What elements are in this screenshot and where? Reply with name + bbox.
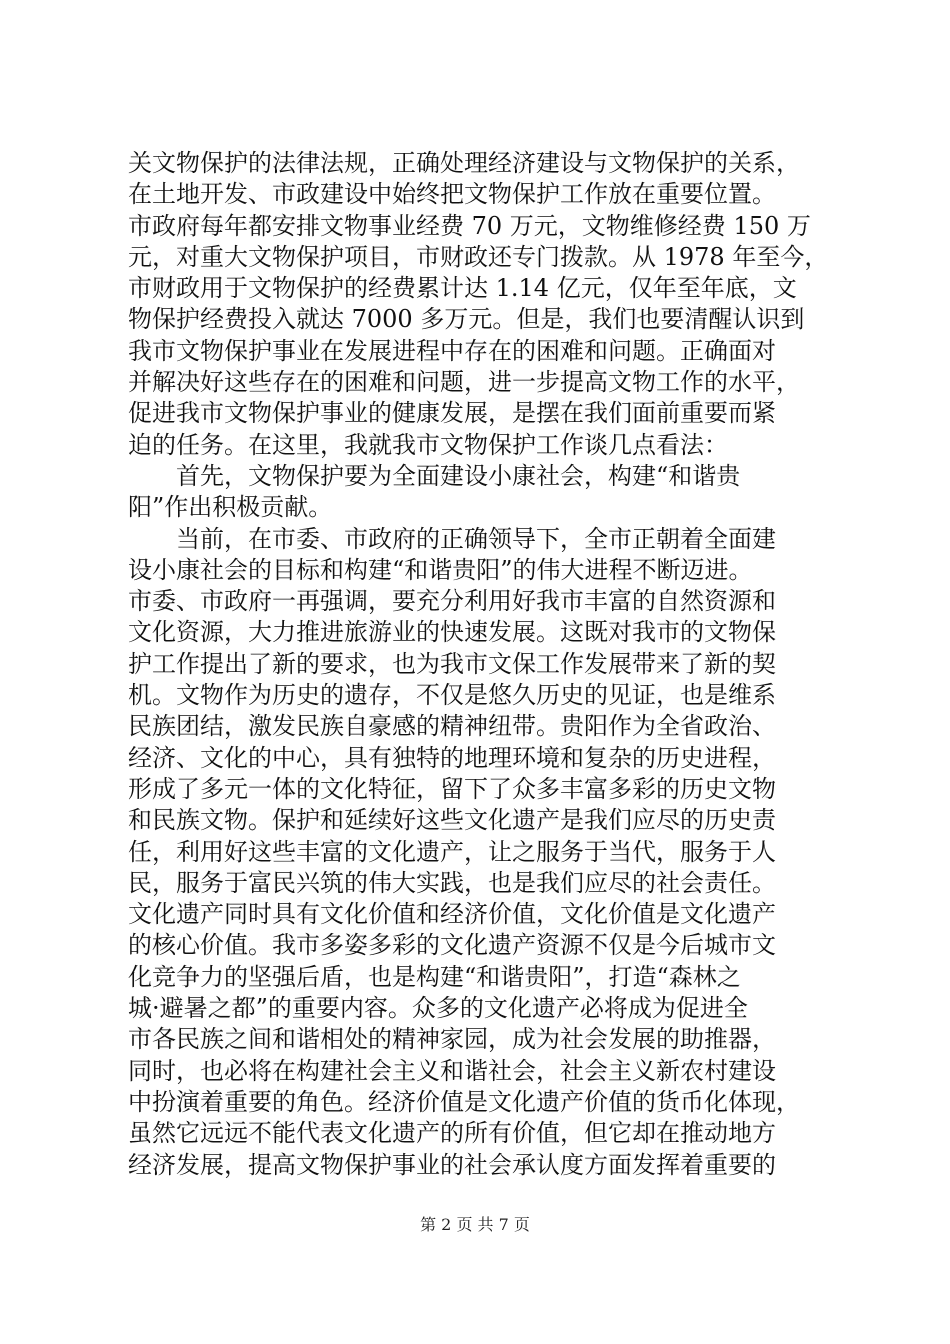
text-line: 经济发展，提高文物保护事业的社会承认度方面发挥着重要的 — [128, 1150, 776, 1179]
page-footer: 第 2 页 共 7 页 — [420, 1215, 530, 1234]
text-line: 文化资源，大力推进旅游业的快速发展。这既对我市的文物保 — [128, 618, 776, 647]
text-line: 民族团结，激发民族自豪感的精神纽带。贵阳作为全省政治、 — [128, 712, 776, 741]
text-line: 护工作提出了新的要求，也为我市文保工作发展带来了新的契 — [128, 649, 776, 678]
text-line: 当前，在市委、市政府的正确领导下，全市正朝着全面建 — [128, 524, 776, 553]
text-line: 在土地开发、市政建设中始终把文物保护工作放在重要位置。 — [128, 180, 776, 209]
text-line: 市各民族之间和谐相处的精神家园，成为社会发展的助推器， — [128, 1025, 776, 1054]
text-line: 化竞争力的坚强后盾，也是构建“和谐贵阳”，打造“森林之 — [128, 962, 741, 991]
text-line: 任，利用好这些丰富的文化遗产，让之服务于当代，服务于人 — [128, 837, 776, 866]
text-line: 的核心价值。我市多姿多彩的文化遗产资源不仅是今后城市文 — [128, 931, 776, 960]
text-line: 设小康社会的目标和构建“和谐贵阳”的伟大进程不断迈进。 — [128, 555, 753, 584]
text-line: 促进我市文物保护事业的健康发展，是摆在我们面前重要而紧 — [128, 399, 776, 428]
text-line: 迫的任务。在这里，我就我市文物保护工作谈几点看法： — [128, 430, 728, 459]
text-line: 市政府每年都安排文物事业经费 70 万元，文物维修经费 150 万 — [128, 211, 811, 240]
text-line: 虽然它远远不能代表文化遗产的所有价值，但它却在推动地方 — [128, 1119, 776, 1148]
text-line: 同时，也必将在构建社会主义和谐社会，社会主义新农村建设 — [128, 1056, 776, 1085]
text-line: 中扮演着重要的角色。经济价值是文化遗产价值的货币化体现， — [128, 1087, 800, 1116]
text-line: 并解决好这些存在的困难和问题，进一步提高文物工作的水平， — [128, 368, 800, 397]
text-line: 首先，文物保护要为全面建设小康社会，构建“和谐贵 — [128, 461, 741, 490]
text-line: 文化遗产同时具有文化价值和经济价值，文化价值是文化遗产 — [128, 900, 776, 929]
text-line: 物保护经费投入就达 7000 多万元。但是，我们也要清醒认识到 — [128, 305, 805, 334]
text-line: 元，对重大文物保护项目，市财政还专门拨款。从 1978 年至今， — [128, 242, 829, 271]
text-line: 和民族文物。保护和延续好这些文化遗产是我们应尽的历史责 — [128, 806, 776, 835]
text-line: 经济、文化的中心，具有独特的地理环境和复杂的历史进程， — [128, 743, 776, 772]
text-line: 形成了多元一体的文化特征，留下了众多丰富多彩的历史文物 — [128, 774, 776, 803]
body-text — [128, 148, 838, 1181]
text-line: 机。文物作为历史的遗存，不仅是悠久历史的见证，也是维系 — [128, 681, 776, 710]
text-line: 市财政用于文物保护的经费累计达 1.14 亿元，仅年至年底，文 — [128, 274, 797, 303]
text-line: 民，服务于富民兴筑的伟大实践，也是我们应尽的社会责任。 — [128, 868, 776, 897]
text-line: 阳”作出积极贡献。 — [128, 493, 333, 522]
text-line: 关文物保护的法律法规，正确处理经济建设与文物保护的关系， — [128, 149, 800, 177]
text-line: 市委、市政府一再强调，要充分利用好我市丰富的自然资源和 — [128, 587, 776, 616]
text-line: 我市文物保护事业在发展进程中存在的困难和问题。正确面对 — [128, 336, 776, 365]
text-line: 城·避暑之都”的重要内容。众多的文化遗产必将成为促进全 — [128, 994, 748, 1023]
